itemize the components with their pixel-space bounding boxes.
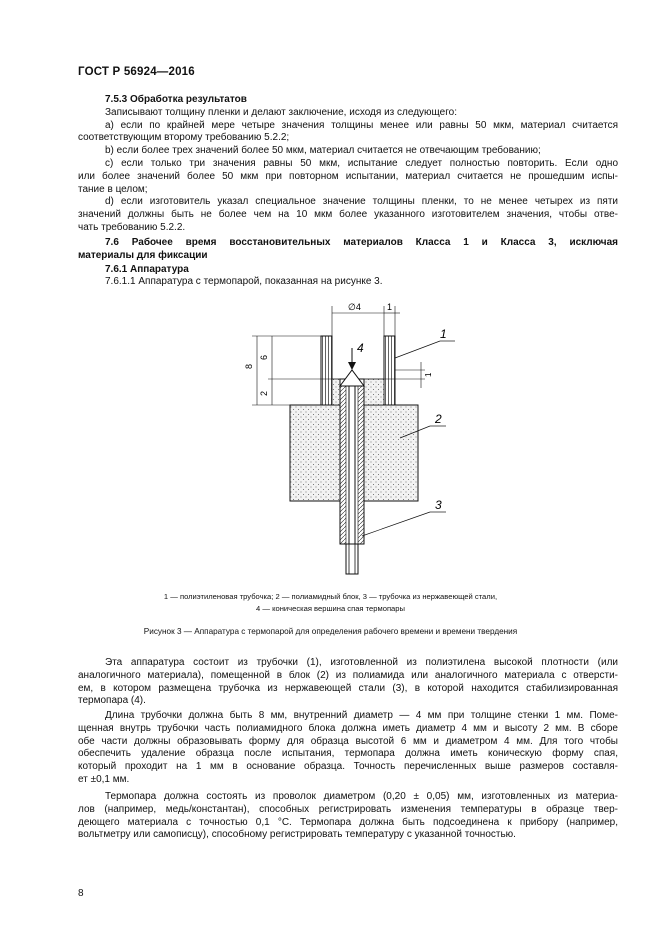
text-line: или более значений более 50 мкм при повторном испытании, материал считается не прошедшим испы- [78,170,618,182]
figure-caption: Рисунок 3 — Аппаратура с термопарой для определения рабочего времени и времени твердения [143,627,518,636]
dim-wall: 1 [387,302,393,312]
text-line: а) если по крайней мере четыре значения толщины менее или равны 50 мкм, материал считается [105,119,618,131]
text-line: 7.6.1.1 Аппаратура с термопарой, показанная на рисунке 3. [105,276,383,288]
tube-wall-left [321,336,332,405]
document-header: ГОСТ Р 56924—2016 [78,66,195,78]
text-line: b) если более трех значений более 50 мкм, материал считается не отвечающим требованию; [105,145,541,157]
legend-line: 4 — коническая вершина спая термопары [256,603,405,613]
text-line: который проходит на 1 мм в основание образца. Точность перечисленных выше размеров составля- [78,761,618,773]
subsection-title: 7.6.1 Аппаратура [105,263,189,275]
paragraph-apparatus [78,657,618,708]
text-line: значений должны быть не более чем на 10 мкм более указанного изготовителем значения, чтобы отве- [78,209,618,221]
page-number: 8 [78,888,84,899]
callout-3: 3 [435,498,442,512]
text-line: обе части должны образовывать форму для образца высотой 6 мм и диаметром 4 мм. Для того чтобы [78,735,618,747]
text-line: Длина трубочки должна быть 8 мм, внутренний диаметр — 4 мм при толщине стенки 1 мм. Поме- [105,710,618,721]
conical-tip [340,370,364,386]
tube-wall-right [384,336,395,405]
text-line: щенная внутрь трубочки часть полиамидного блока должна иметь диаметр 4 мм и высоту 2 мм. В сборе [78,722,618,734]
steel-tube-wall-left [340,386,346,544]
text-line: обеспечить удаление образца после испытания, термопара должна иметь коническую форму спая, [78,748,618,760]
text-line: ет ±0,1 мм. [78,773,130,785]
dim-diameter: ∅4 [348,302,361,312]
text-line: лов (например, медь/константан), способных регистрировать изменения температуры в образце твер- [78,803,618,815]
text-line: чать требованию 5.2.2. [78,221,186,233]
section-7-6 [78,237,618,289]
dim-height-6: 6 [259,354,269,360]
callout-2: 2 [435,412,442,426]
text-line: с) если только три значения равны 50 мкм, испытание следует полностью повторить. Если одно [105,157,618,169]
section-7-5-3 [78,94,618,235]
section-title-cont: материалы для фиксации [78,249,208,261]
text-line: тание в целом; [78,183,148,195]
callout-4: 4 [357,341,364,355]
text-line: вольтметру или самописцу), способному регистрировать температуру с указанной точностью. [78,829,516,841]
text-line: Эта аппаратура состоит из трубочки (1), изготовленной из полиэтилена высокой плотности (или [105,657,618,668]
section-title: 7.5.3 Обработка результатов [105,94,247,105]
figure-3-drawing [0,296,661,596]
legend-line: 1 — полиэтиленовая трубочка; 2 — полиамидный блок, 3 — трубочка из нержавеющей стали, [163,592,498,601]
text-line: термопара (4). [78,695,146,707]
text-line: Термопара должна состоять из проволок диаметром (0,20 ± 0,05) мм, изготовленных из материа- [105,791,618,802]
paragraph-thermocouple [78,791,618,842]
figure-legend [60,591,601,614]
thermocouple-lead [346,544,358,574]
text-line: деющего материала с точностью 0,1 °С. Термопара должна быть подсоединена к прибору (например, [78,816,618,828]
text-line: Записывают толщину пленки и делают заключение, исходя из следующего: [105,106,457,118]
paragraph-dimensions [78,710,618,787]
dim-tip-1: 1 [424,372,433,377]
dim-height-2: 2 [259,390,269,396]
callout-1: 1 [440,327,447,341]
steel-tube-wall-right [358,386,364,544]
text-line: соответствующим второму требованию 5.2.2; [78,132,290,144]
text-line: аналогичного материала), помещенной в блок (2) из полиамида или аналогичного материала с отверсти- [78,669,618,681]
text-line: ем, в котором размещена трубочка из нержавеющей стали (3), в которой находится стабилизированная [78,682,618,694]
section-title: 7.6 Рабочее время восстановительных материалов Класса 1 и Класса 3, исключая [105,237,618,248]
text-line: d) если изготовитель указал специальное значение толщины пленки, то не менее четырех из пяти [105,196,618,208]
dim-length-8: 8 [244,363,254,369]
